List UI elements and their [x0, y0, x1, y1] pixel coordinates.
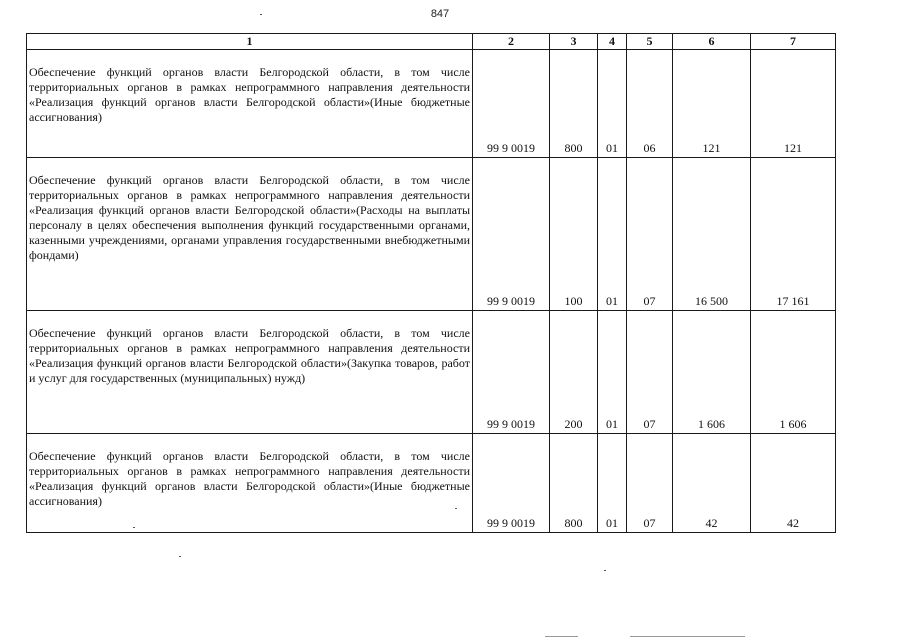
- row-amount-1: 121: [673, 50, 751, 158]
- row-expense-type: 100: [550, 158, 598, 311]
- row-description: [27, 50, 473, 158]
- row-expense-type: 800: [550, 434, 598, 533]
- row-target-article: 99 9 0019: [473, 311, 550, 434]
- header-col-4: 4: [598, 34, 627, 50]
- row-expense-type: 800: [550, 50, 598, 158]
- scan-speck: [455, 508, 457, 509]
- row-amount-1: 16 500: [673, 158, 751, 311]
- row-target-article: 99 9 0019: [473, 434, 550, 533]
- row-amount-1: 1 606: [673, 311, 751, 434]
- header-col-2: 2: [473, 34, 550, 50]
- budget-table: [26, 33, 836, 533]
- row-section: 01: [598, 311, 627, 434]
- row-description: [27, 158, 473, 311]
- scan-speck: [604, 570, 606, 571]
- row-expense-type: 200: [550, 311, 598, 434]
- table-row: [27, 50, 836, 158]
- scan-speck: [260, 14, 262, 15]
- row-description-text: Обеспечение функций органов власти Белгородской области, в том числе территориальных органов в рамках непрограммного направления деятельности «Реализация функций органов власти Белгородской области»(Закупка товаров, работ и услуг для государственных (муниципальных) нужд): [29, 326, 470, 385]
- header-col-3: 3: [550, 34, 598, 50]
- row-amount-2: 42: [751, 434, 836, 533]
- header-col-1: 1: [27, 34, 473, 50]
- row-description-text: Обеспечение функций органов власти Белгородской области, в том числе территориальных органов в рамках непрограммного направления деятельности «Реализация функций органов власти Белгородской области»(Расходы на выплаты персоналу в целях обеспечения выполнения функций государственными органами, казенными учреждениями, органами управления государственными внебюджетными фондами): [29, 173, 470, 262]
- scan-edge-line: [545, 636, 578, 637]
- table-row: [27, 434, 836, 533]
- row-description: [27, 434, 473, 533]
- row-description-text: Обеспечение функций органов власти Белгородской области, в том числе территориальных органов в рамках непрограммного направления деятельности «Реализация функций органов власти Белгородской области»(Иные бюджетные ассигнования): [29, 449, 470, 508]
- header-col-5: 5: [627, 34, 673, 50]
- row-subsection: 07: [627, 311, 673, 434]
- table-header-row: [27, 34, 836, 50]
- row-subsection: 06: [627, 50, 673, 158]
- header-col-6: 6: [673, 34, 751, 50]
- page-number: 847: [430, 8, 450, 20]
- row-amount-2: 121: [751, 50, 836, 158]
- row-subsection: 07: [627, 158, 673, 311]
- row-target-article: 99 9 0019: [473, 50, 550, 158]
- scan-speck: [133, 527, 135, 528]
- row-description-text: Обеспечение функций органов власти Белгородской области, в том числе территориальных органов в рамках непрограммного направления деятельности «Реализация функций органов власти Белгородской области»(Иные бюджетные ассигнования): [29, 65, 470, 124]
- row-subsection: 07: [627, 434, 673, 533]
- header-col-7: 7: [751, 34, 836, 50]
- row-description: [27, 311, 473, 434]
- scan-speck: [179, 556, 181, 557]
- table-row: [27, 311, 836, 434]
- row-amount-1: 42: [673, 434, 751, 533]
- row-amount-2: 1 606: [751, 311, 836, 434]
- scan-edge-line: [630, 636, 745, 637]
- row-target-article: 99 9 0019: [473, 158, 550, 311]
- row-section: 01: [598, 158, 627, 311]
- table-row: [27, 158, 836, 311]
- row-section: 01: [598, 434, 627, 533]
- row-amount-2: 17 161: [751, 158, 836, 311]
- row-section: 01: [598, 50, 627, 158]
